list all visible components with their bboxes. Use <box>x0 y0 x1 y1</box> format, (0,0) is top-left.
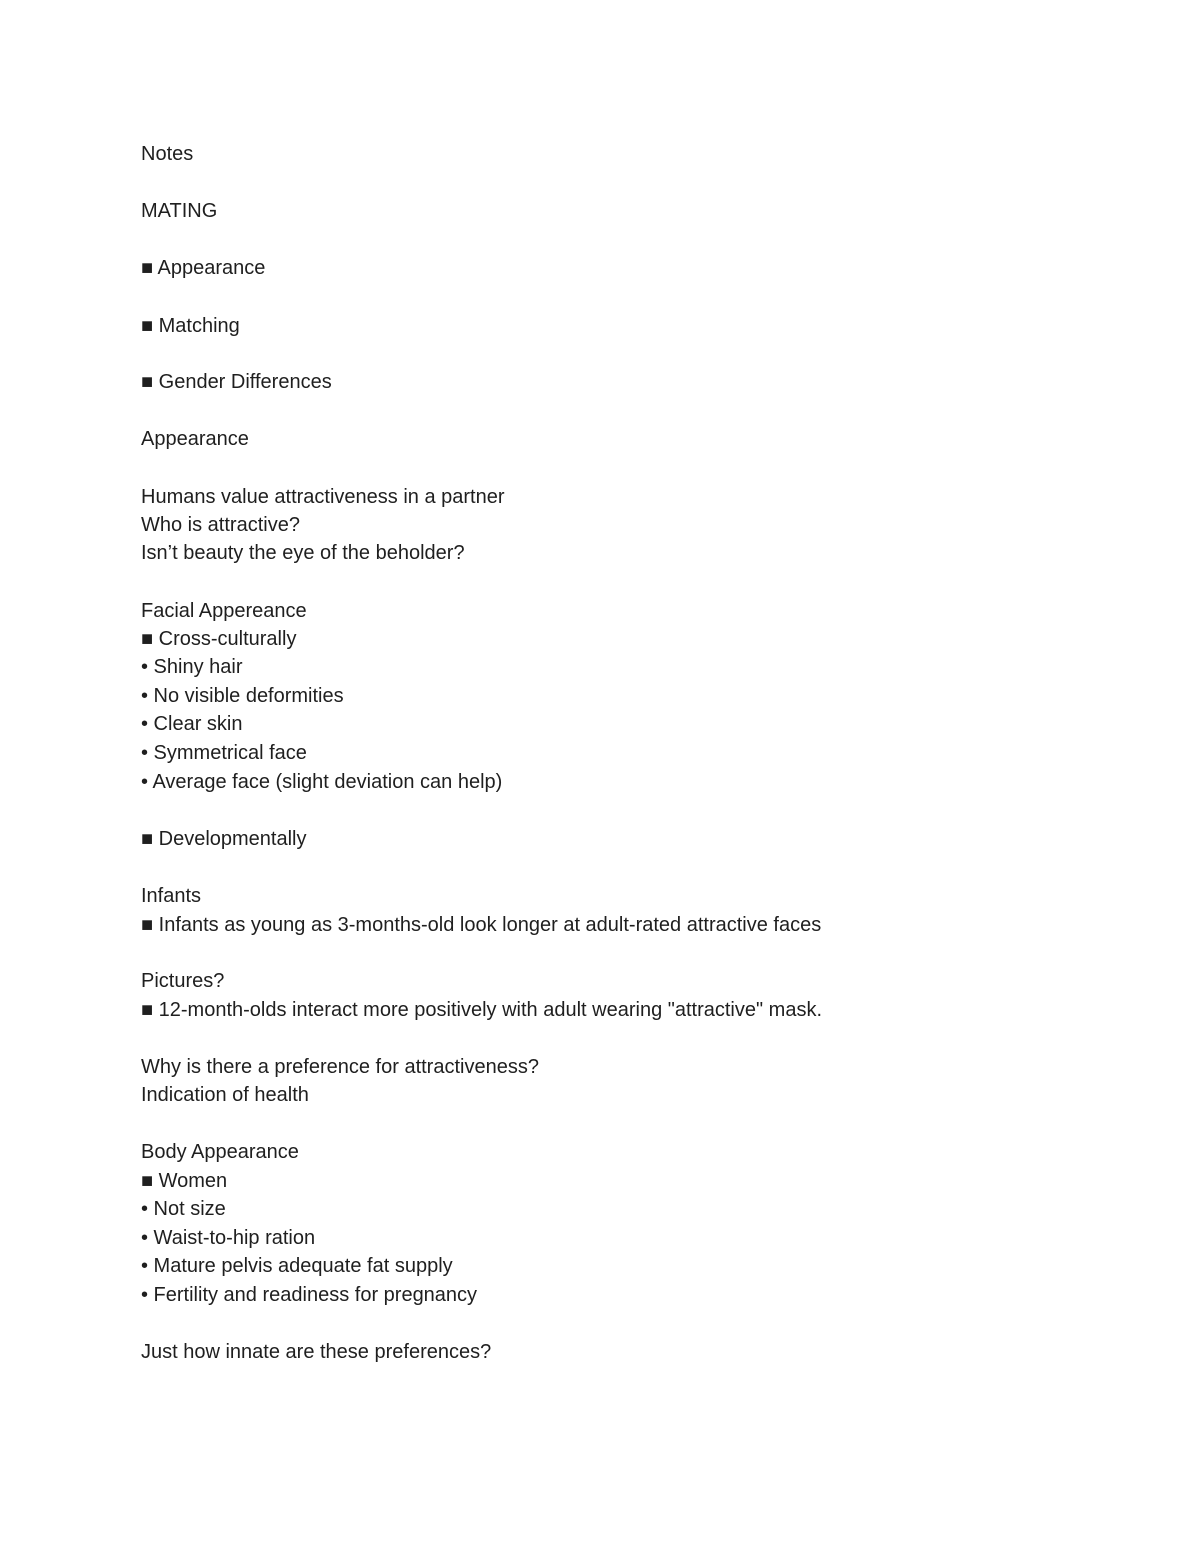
outline-item: ■ Gender Differences <box>141 371 332 393</box>
section-heading: MATING <box>141 200 218 222</box>
list-item: • Not size <box>141 1198 226 1220</box>
list-item: ■ Women <box>141 1170 228 1192</box>
list-item: • Clear skin <box>141 713 243 735</box>
text-line: Humans value attractiveness in a partner <box>141 486 505 508</box>
text-line: Why is there a preference for attractiveness? <box>141 1056 539 1078</box>
list-item: ■ Infants as young as 3-months-old look longer at adult-rated attractive faces <box>141 914 822 936</box>
text-line: Who is attractive? <box>141 514 300 536</box>
list-item: • Waist-to-hip ration <box>141 1227 316 1249</box>
list-item: ■ 12-month-olds interact more positively with adult wearing "attractive" mask. <box>141 999 822 1021</box>
list-item: • Average face (slight deviation can help) <box>141 771 503 793</box>
outline-item: ■ Matching <box>141 315 240 337</box>
text-line: Indication of health <box>141 1084 309 1106</box>
list-item: • Shiny hair <box>141 656 243 678</box>
list-item: • No visible deformities <box>141 685 344 707</box>
subsection-heading: Facial Appereance <box>141 600 307 622</box>
doc-title: Notes <box>141 143 194 165</box>
subsection-heading: Infants <box>141 885 202 907</box>
list-item: • Symmetrical face <box>141 742 307 764</box>
subsection-heading: Body Appearance <box>141 1141 299 1163</box>
text-line: Isn’t beauty the eye of the beholder? <box>141 542 465 564</box>
text-line: Just how innate are these preferences? <box>141 1341 492 1363</box>
list-item: • Mature pelvis adequate fat supply <box>141 1255 453 1277</box>
list-item: • Fertility and readiness for pregnancy <box>141 1284 478 1306</box>
subsection-heading: Appearance <box>141 428 249 450</box>
subsection-heading: Pictures? <box>141 970 225 992</box>
list-item: ■ Developmentally <box>141 828 307 850</box>
outline-item: ■ Appearance <box>141 257 266 279</box>
list-item: ■ Cross-culturally <box>141 628 297 650</box>
